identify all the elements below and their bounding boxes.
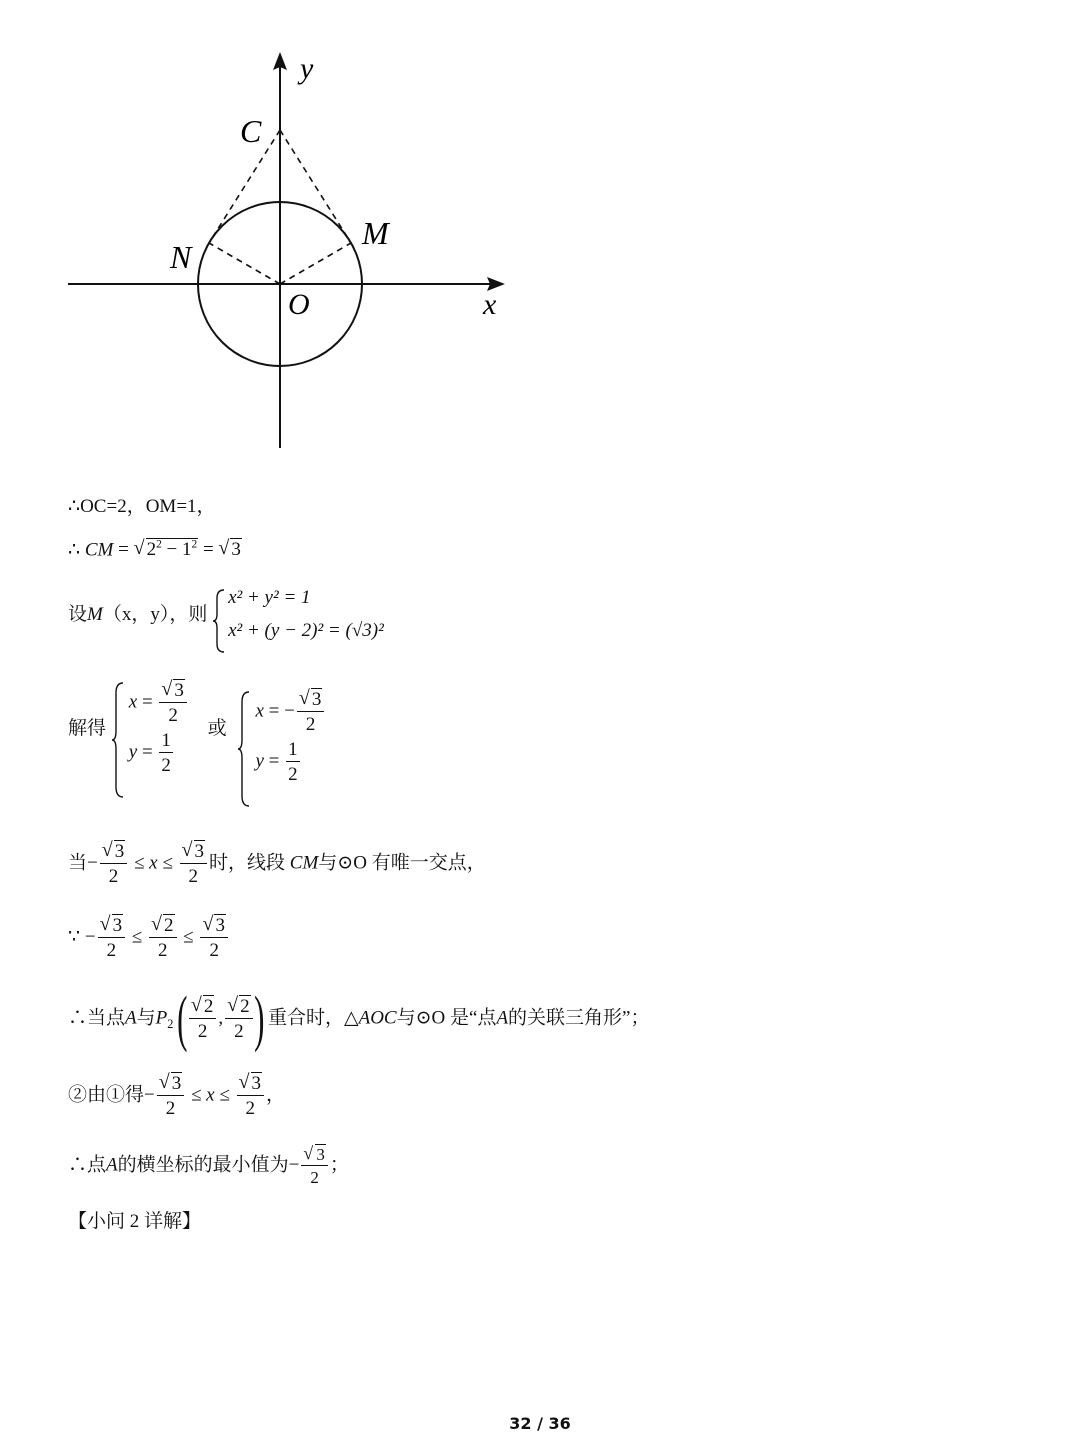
segment-CM (280, 130, 351, 243)
m-label: M (87, 603, 103, 625)
system1-row1: x² + y² = 1 (228, 587, 311, 608)
cm-label-2: CM (289, 852, 319, 874)
line-point-a-coincide: ∴当点A与$P_2$ ( √ 2 2 , √ 2 2 ) 重合时，△AOC与⊙O 是“点A的关联三角形”； (68, 985, 650, 1053)
equation-system-1 (212, 588, 384, 640)
segment-label: 时，线段 (209, 852, 286, 874)
segment-OM (280, 243, 351, 284)
segment-ON (209, 243, 280, 284)
label-y: y (300, 52, 314, 85)
min-value-text: 的横坐标的最小值为 (117, 1154, 289, 1176)
part2-heading-text: 【小问 2 详解】 (68, 1211, 202, 1232)
line-solutions (68, 672, 326, 784)
line-from-part-1: ②由①得− √ 3 2 ≤ x ≤ √ 3 2 ， (68, 1071, 286, 1119)
cm-equation: = √ $2^2 - 1^2$ = √ 3 (118, 537, 241, 561)
system1-row2: x² + (y − 2)² = (√3)² (228, 620, 384, 641)
page-number-text: 32 / 36 (509, 1414, 571, 1433)
from-part1-label: ②由①得 (68, 1084, 145, 1106)
a-label: A (125, 1007, 137, 1029)
solution-system-1: x = √ 3 2 y = $\frac{1}{2}$ (111, 681, 189, 775)
line-set-m (68, 588, 384, 640)
or-label: 或 (207, 717, 227, 739)
line-oc-om-text: ∴OC=2，OM=1， (68, 496, 216, 517)
set-label: 设 (68, 603, 88, 625)
p-label: P (155, 1007, 168, 1029)
solution-system-2: x = − √ 3 2 y = $\frac{1}{2}$ (237, 690, 326, 784)
line-oc-om (68, 497, 216, 516)
line-because: ∵ − √ 3 2 ≤ √ 2 2 ≤ √ 3 2 (68, 916, 230, 960)
cm-label: CM (84, 539, 114, 561)
label-C: C (240, 113, 262, 149)
page-number (0, 1414, 1080, 1433)
therefore-symbol: ∴ (68, 539, 81, 561)
coordinate-diagram (0, 0, 520, 460)
section-heading-part2 (68, 1212, 201, 1231)
line-min-value: ∴点A的横坐标的最小值为− √ 3 2 ； (68, 1143, 349, 1187)
when-label: 当 (68, 852, 88, 874)
aoc-label: AOC (358, 1007, 397, 1029)
range-ineq: ≤ x ≤ (133, 852, 173, 874)
line-when-range: 当− √ 3 2 ≤ x ≤ √ 3 2 时，线段 CM与⊙O 有唯一交点， (68, 839, 486, 887)
because-symbol: ∵ (68, 926, 81, 948)
m-coordinates: （x，y），则 (102, 603, 208, 625)
label-M: M (362, 215, 389, 251)
label-x: x (483, 288, 497, 321)
point-label: ∴当点 (68, 1007, 126, 1029)
label-O: O (288, 288, 310, 321)
line-cm-value (68, 537, 242, 561)
label-N: N (170, 239, 192, 275)
unique-intersection-text: 与⊙O 有唯一交点， (318, 852, 486, 874)
solve-label: 解得 (68, 717, 107, 739)
